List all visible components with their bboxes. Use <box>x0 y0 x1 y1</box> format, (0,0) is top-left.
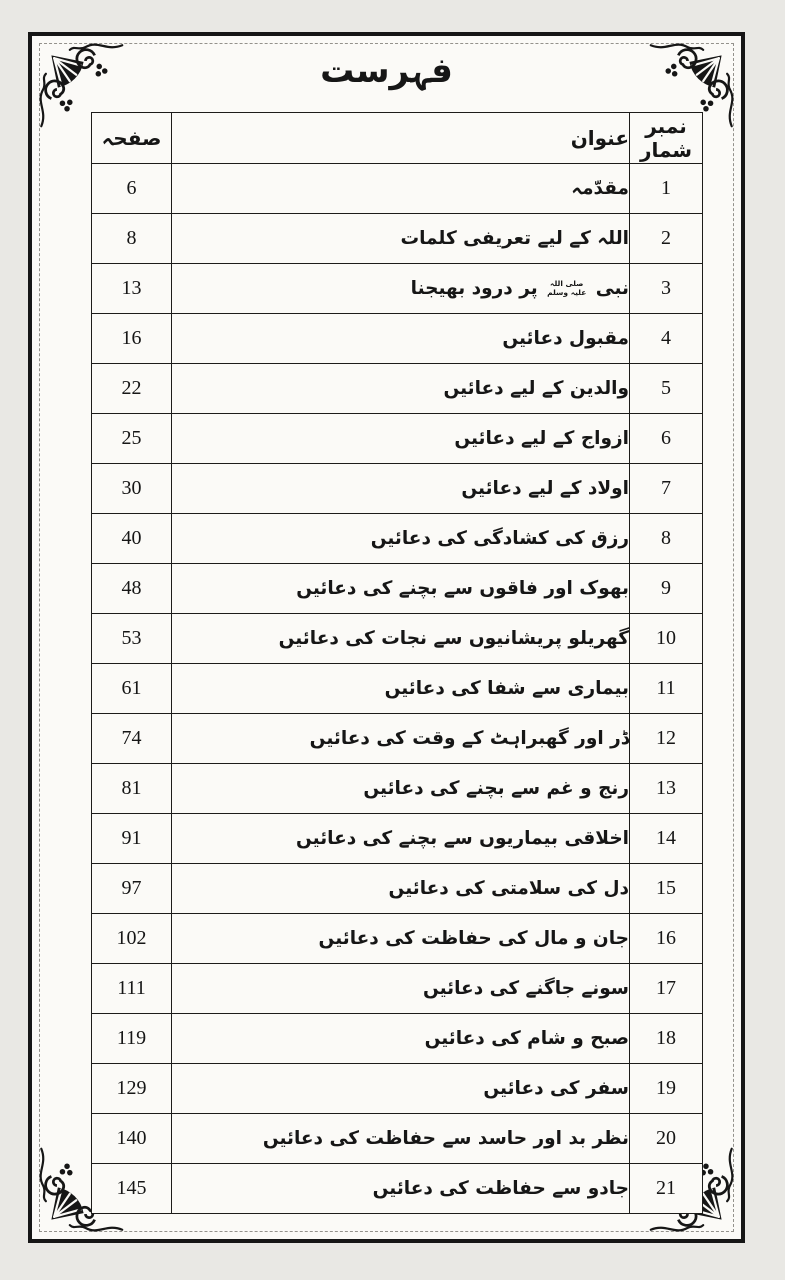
serial-cell: 21 <box>630 1164 703 1214</box>
toc-row <box>92 164 703 214</box>
toc-body <box>92 164 703 1214</box>
serial-cell: 15 <box>630 864 703 914</box>
serial-cell: 17 <box>630 964 703 1014</box>
serial-cell: 13 <box>630 764 703 814</box>
toc-row <box>92 1014 703 1064</box>
toc-row <box>92 814 703 864</box>
page-number-header: صفحہ <box>92 113 172 164</box>
page-cell: 102 <box>92 914 172 964</box>
title-cell: بھوک اور فاقوں سے بچنے کی دعائیں <box>172 564 630 614</box>
page-cell: 8 <box>92 214 172 264</box>
title-cell: رزق کی کشادگی کی دعائیں <box>172 514 630 564</box>
title-cell: نبی صلی اللہ علیہ وسلم پر درود بھیجنا <box>172 264 630 314</box>
serial-cell: 14 <box>630 814 703 864</box>
page-cell: 119 <box>92 1014 172 1064</box>
page-border-frame <box>28 32 745 1243</box>
serial-cell: 5 <box>630 364 703 414</box>
serial-cell: 2 <box>630 214 703 264</box>
page-cell: 13 <box>92 264 172 314</box>
serial-cell: 19 <box>630 1064 703 1114</box>
toc-row <box>92 414 703 464</box>
title-cell: نظر بد اور حاسد سے حفاظت کی دعائیں <box>172 1114 630 1164</box>
page-cell: 61 <box>92 664 172 714</box>
page-cell: 30 <box>92 464 172 514</box>
toc-header-row <box>92 113 703 164</box>
title-cell: ڈر اور گھبراہٹ کے وقت کی دعائیں <box>172 714 630 764</box>
title-cell: اولاد کے لیے دعائیں <box>172 464 630 514</box>
toc-row <box>92 564 703 614</box>
title-cell: صبح و شام کی دعائیں <box>172 1014 630 1064</box>
serial-cell: 9 <box>630 564 703 614</box>
serial-cell: 8 <box>630 514 703 564</box>
title-cell: دل کی سلامتی کی دعائیں <box>172 864 630 914</box>
serial-cell: 1 <box>630 164 703 214</box>
serial-cell: 4 <box>630 314 703 364</box>
toc-row <box>92 914 703 964</box>
serial-cell: 3 <box>630 264 703 314</box>
page-cell: 97 <box>92 864 172 914</box>
toc-row <box>92 214 703 264</box>
serial-cell: 16 <box>630 914 703 964</box>
page-cell: 74 <box>92 714 172 764</box>
page-cell: 91 <box>92 814 172 864</box>
title-cell: جادو سے حفاظت کی دعائیں <box>172 1164 630 1214</box>
page-cell: 145 <box>92 1164 172 1214</box>
serial-cell: 20 <box>630 1114 703 1164</box>
toc-row <box>92 1114 703 1164</box>
toc-row <box>92 864 703 914</box>
serial-cell: 12 <box>630 714 703 764</box>
page-cell: 48 <box>92 564 172 614</box>
serial-cell: 7 <box>630 464 703 514</box>
page-cell: 6 <box>92 164 172 214</box>
serial-number-header: نمبر شمار <box>630 113 703 164</box>
durood-mark: صلی اللہ علیہ وسلم <box>547 279 587 297</box>
serial-cell: 10 <box>630 614 703 664</box>
page-title: فہرست <box>320 51 453 91</box>
toc-row <box>92 964 703 1014</box>
serial-cell: 11 <box>630 664 703 714</box>
title-cell: مقبول دعائیں <box>172 314 630 364</box>
toc-row <box>92 264 703 314</box>
toc-row <box>92 764 703 814</box>
title-cell: اخلاقی بیماریوں سے بچنے کی دعائیں <box>172 814 630 864</box>
page-cell: 81 <box>92 764 172 814</box>
title-cell: والدین کے لیے دعائیں <box>172 364 630 414</box>
page-cell: 129 <box>92 1064 172 1114</box>
toc-row <box>92 364 703 414</box>
title-cell: جان و مال کی حفاظت کی دعائیں <box>172 914 630 964</box>
toc-row <box>92 1164 703 1214</box>
title-cell: بیماری سے شفا کی دعائیں <box>172 664 630 714</box>
toc-row <box>92 614 703 664</box>
page-cell: 25 <box>92 414 172 464</box>
page-cell: 22 <box>92 364 172 414</box>
serial-cell: 18 <box>630 1014 703 1064</box>
page-cell: 40 <box>92 514 172 564</box>
title-cell: اللہ کے لیے تعریفی کلمات <box>172 214 630 264</box>
toc-row <box>92 464 703 514</box>
title-cell: سونے جاگنے کی دعائیں <box>172 964 630 1014</box>
toc-row <box>92 314 703 364</box>
toc-row <box>92 664 703 714</box>
toc-row <box>92 714 703 764</box>
title-cell: ازواج کے لیے دعائیں <box>172 414 630 464</box>
page-cell: 53 <box>92 614 172 664</box>
title-cell: گھریلو پریشانیوں سے نجات کی دعائیں <box>172 614 630 664</box>
table-of-contents <box>91 112 703 1214</box>
toc-row <box>92 1064 703 1114</box>
serial-cell: 6 <box>630 414 703 464</box>
toc-row <box>92 514 703 564</box>
title-cell: سفر کی دعائیں <box>172 1064 630 1114</box>
title-cell: مقدّمہ <box>172 164 630 214</box>
page-cell: 140 <box>92 1114 172 1164</box>
page-cell: 16 <box>92 314 172 364</box>
title-header: عنوان <box>172 113 630 164</box>
page-cell: 111 <box>92 964 172 1014</box>
title-cell: رنج و غم سے بچنے کی دعائیں <box>172 764 630 814</box>
